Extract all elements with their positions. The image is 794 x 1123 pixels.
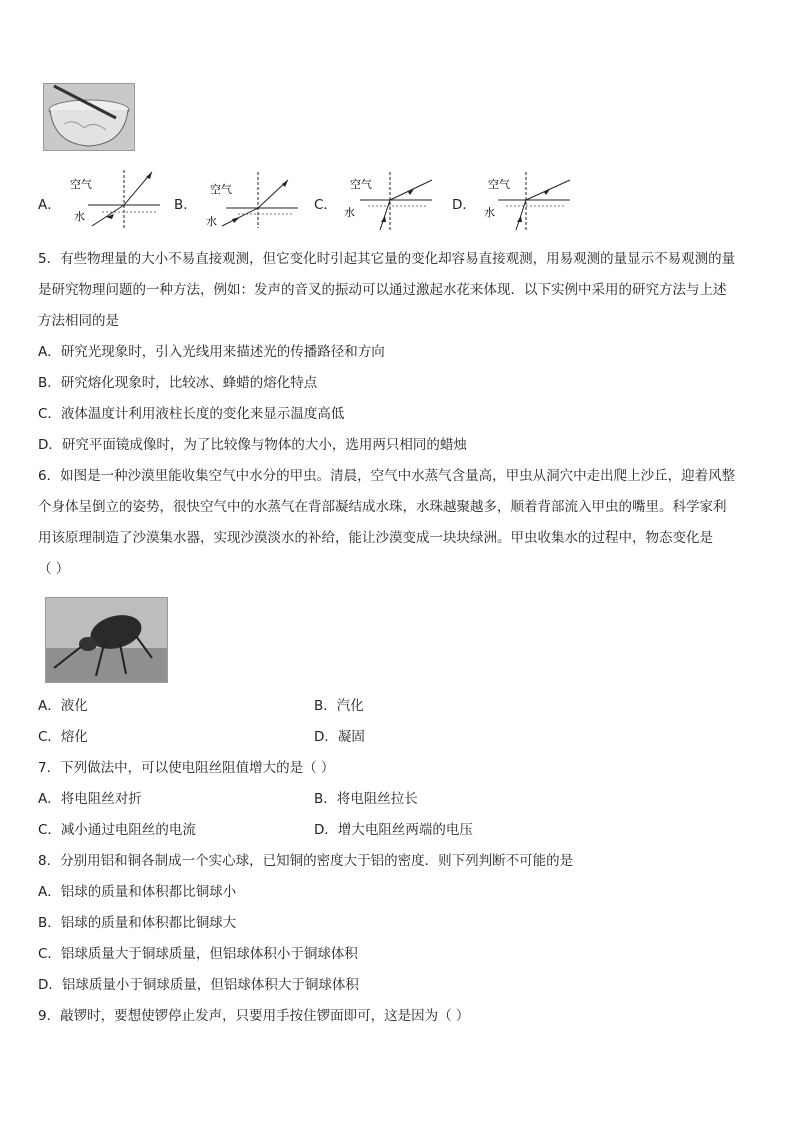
q6-option-c[interactable]: C．熔化 <box>38 729 88 745</box>
q5-option-c[interactable]: C．液体温度计利用液柱长度的变化来显示温度高低 <box>38 406 345 422</box>
q5-stem-line-1: 5．有些物理量的大小不易直接观测，但它变化时引起其它量的变化却容易直接观测，用易观测的量显示不易观测的量 <box>38 251 736 267</box>
water-label: 水 <box>344 206 355 219</box>
q6-stem-line-3: 用该原理制造了沙漠集水器，实现沙漠淡水的补给，能让沙漠变成一块块绿洲。甲虫收集水的过程中，物态变化是 <box>38 530 713 546</box>
q6-option-d[interactable]: D．凝固 <box>314 729 365 745</box>
q8-option-c[interactable]: C．铝球质量大于铜球质量，但铝球体积小于铜球体积 <box>38 946 358 962</box>
q7-option-b[interactable]: B．将电阻丝拉长 <box>314 791 418 807</box>
water-label: 水 <box>206 215 217 228</box>
air-label: 空气 <box>350 178 372 191</box>
q6-stem-line-4: （ ） <box>38 561 70 577</box>
q5-stem-line-2: 是研究物理问题的一种方法，例如：发声的音叉的振动可以通过激起水花来体现．以下实例中采用的研究方法与上述 <box>38 282 727 298</box>
air-label: 空气 <box>70 178 92 191</box>
q5-option-a[interactable]: A．研究光现象时，引入光线用来描述光的传播路径和方向 <box>38 344 385 360</box>
q6-stem-line-1: 6．如图是一种沙漠里能收集空气中水分的甲虫。清晨，空气中水蒸气含量高，甲虫从洞穴中走出爬上沙丘，迎着风整 <box>38 468 736 484</box>
refraction-diagram-a <box>62 166 162 230</box>
q6-option-a[interactable]: A．液化 <box>38 698 88 714</box>
q7-option-d[interactable]: D．增大电阻丝两端的电压 <box>314 822 473 838</box>
q5-stem-line-3: 方法相同的是 <box>38 313 119 329</box>
refraction-diagram-b <box>198 166 303 230</box>
air-label: 空气 <box>488 178 510 191</box>
q8-option-d[interactable]: D．铝球质量小于铜球质量，但铝球体积大于铜球体积 <box>38 977 359 993</box>
bowl-with-chopstick-photo <box>43 83 135 151</box>
q8-option-a[interactable]: A．铝球的质量和体积都比铜球小 <box>38 884 237 900</box>
q7-stem: 7．下列做法中，可以使电阻丝阻值增大的是（ ） <box>38 760 335 776</box>
q5-option-b[interactable]: B．研究熔化现象时，比较冰、蜂蜡的熔化特点 <box>38 375 318 391</box>
desert-beetle-photo <box>45 597 168 683</box>
q7-option-c[interactable]: C．减小通过电阻丝的电流 <box>38 822 196 838</box>
refraction-diagram-d <box>476 170 576 234</box>
q8-stem: 8．分别用铝和铜各制成一个实心球，已知铜的密度大于铝的密度．则下列判断不可能的是 <box>38 853 574 869</box>
q9-stem: 9．敲锣时，要想使锣停止发声，只要用手按住锣面即可，这是因为（ ） <box>38 1008 470 1024</box>
refraction-diagram-c <box>338 170 438 234</box>
q4-option-b-label[interactable]: B． <box>174 197 197 213</box>
water-label: 水 <box>484 206 495 219</box>
q6-stem-line-2: 个身体呈倒立的姿势，很快空气中的水蒸气在背部凝结成水珠，水珠越聚越多，顺着背部流入甲虫的嘴里。科学家利 <box>38 499 727 515</box>
q6-option-b[interactable]: B．汽化 <box>314 698 364 714</box>
air-label: 空气 <box>210 183 232 196</box>
q4-option-c-label[interactable]: C． <box>314 197 337 213</box>
q4-option-a-label[interactable]: A． <box>38 197 61 213</box>
q5-option-d[interactable]: D．研究平面镜成像时，为了比较像与物体的大小，选用两只相同的蜡烛 <box>38 437 467 453</box>
q4-option-d-label[interactable]: D． <box>452 197 476 213</box>
q7-option-a[interactable]: A．将电阻丝对折 <box>38 791 142 807</box>
q8-option-b[interactable]: B．铝球的质量和体积都比铜球大 <box>38 915 237 931</box>
water-label: 水 <box>74 210 85 223</box>
